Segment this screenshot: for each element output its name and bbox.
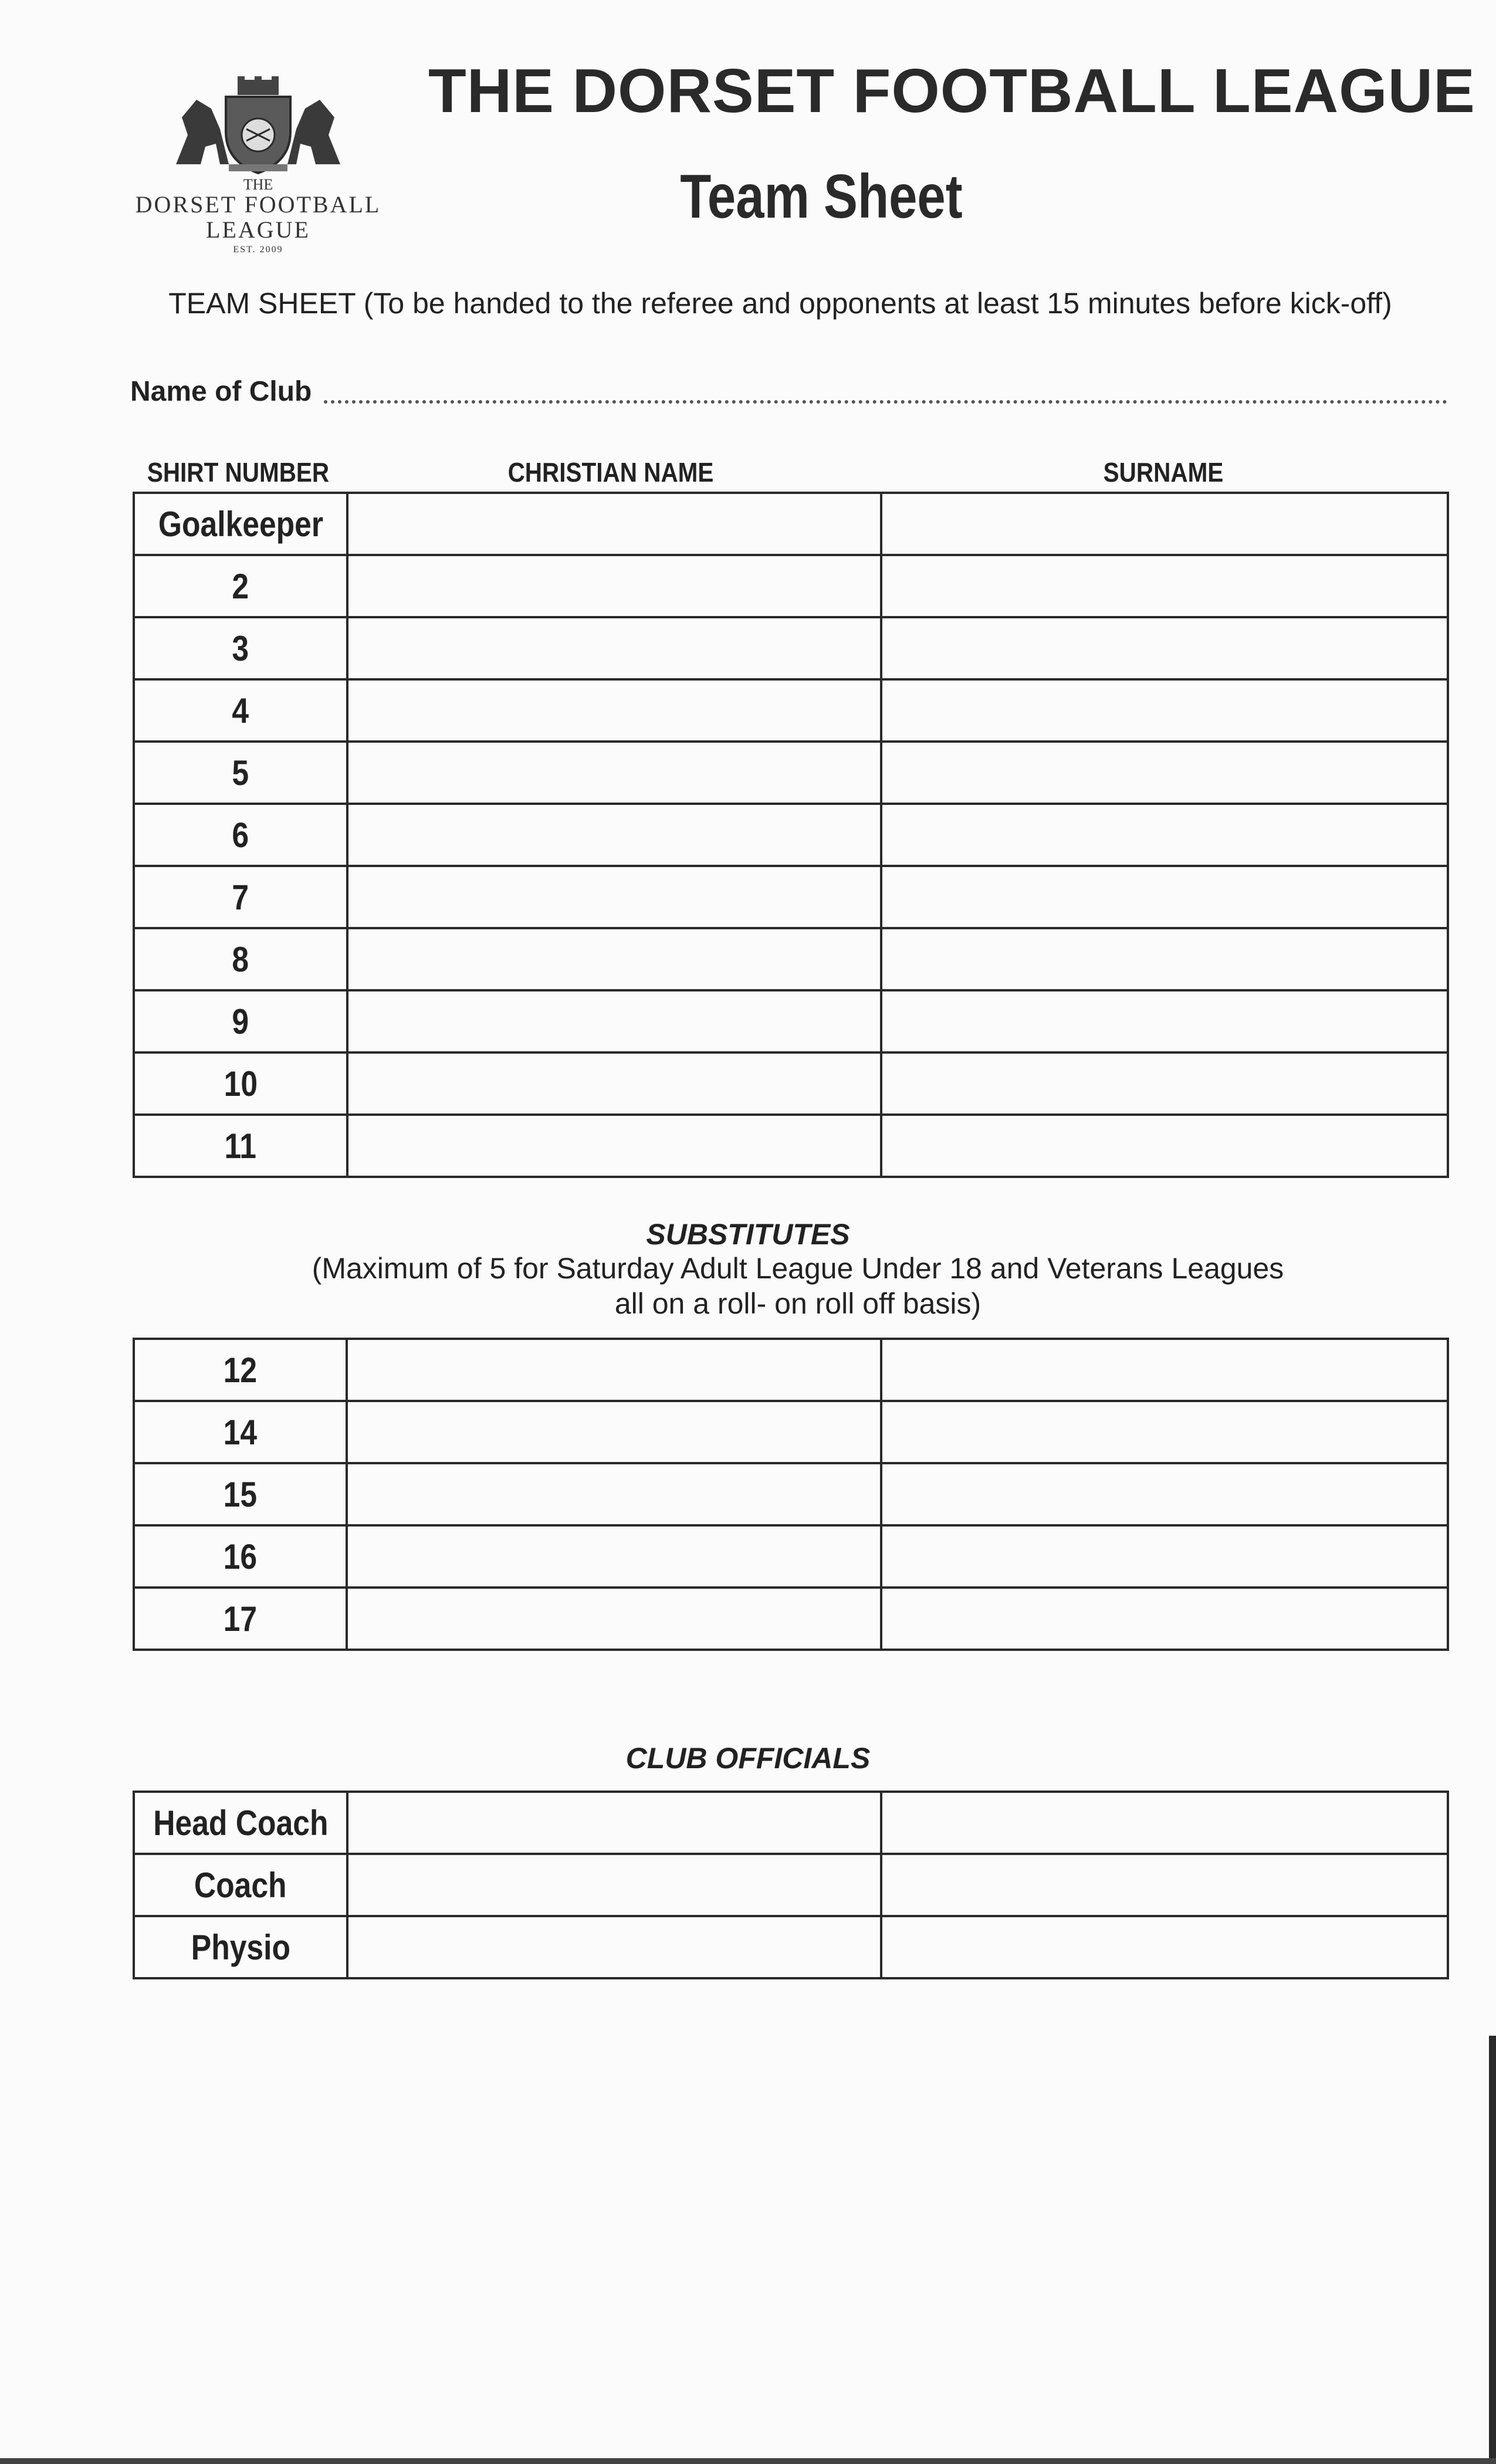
player-row-christian-name-cell[interactable] — [347, 617, 881, 679]
player-row-surname-cell[interactable] — [881, 679, 1448, 742]
substitute-row-label: 15 — [223, 1474, 258, 1514]
player-row-surname-cell[interactable] — [881, 742, 1448, 804]
player-row-label-cell — [134, 555, 347, 617]
official-row-label-cell — [134, 1854, 347, 1916]
player-row-label-cell — [134, 617, 347, 679]
player-row-label-cell — [134, 804, 347, 866]
substitutes-note-line1: (Maximum of 5 for Saturday Adult League Under 18 and Veterans Leagues — [312, 1252, 1284, 1285]
player-row-label: 2 — [232, 566, 249, 606]
substitute-row — [134, 1463, 1448, 1525]
substitute-row-surname-cell[interactable] — [881, 1463, 1448, 1525]
player-row — [134, 493, 1448, 555]
player-row-label-cell — [134, 493, 347, 555]
substitute-row-christian-name-cell[interactable] — [347, 1588, 881, 1650]
player-row-label-cell — [134, 990, 347, 1052]
player-row-christian-name-cell[interactable] — [347, 990, 881, 1052]
official-row-label-cell — [134, 1792, 347, 1854]
player-row — [134, 1052, 1448, 1115]
substitute-row-surname-cell[interactable] — [881, 1525, 1448, 1588]
logo-text-name: DORSET FOOTBALL — [135, 191, 381, 218]
player-row-label: 6 — [232, 815, 249, 855]
column-header-surname: SURNAME — [1103, 457, 1224, 488]
substitute-row — [134, 1339, 1448, 1401]
player-row — [134, 866, 1448, 928]
substitute-row — [134, 1588, 1448, 1650]
column-header-shirt-number: SHIRT NUMBER — [147, 457, 330, 488]
player-row-label: 3 — [232, 628, 249, 668]
club-name-label: Name of Club — [130, 376, 312, 407]
player-row-christian-name-cell[interactable] — [347, 742, 881, 804]
substitute-row-label-cell — [134, 1401, 347, 1463]
league-crest-icon — [164, 76, 352, 176]
substitute-row-christian-name-cell[interactable] — [347, 1463, 881, 1525]
player-row-surname-cell[interactable] — [881, 617, 1448, 679]
club-name-row — [130, 375, 1450, 411]
scan-edge-shadow — [1489, 2036, 1496, 2464]
official-row-label-cell — [134, 1916, 347, 1978]
logo-text-the: THE — [243, 176, 273, 193]
player-row-label: 8 — [232, 939, 249, 979]
player-row-surname-cell[interactable] — [881, 555, 1448, 617]
substitute-row-surname-cell[interactable] — [881, 1588, 1448, 1650]
instructions-text: TEAM SHEET (To be handed to the referee and opponents at least 15 minutes before kick-off) — [168, 287, 1392, 320]
official-row — [134, 1916, 1448, 1978]
player-row — [134, 804, 1448, 866]
player-row — [134, 990, 1448, 1052]
player-row-surname-cell[interactable] — [881, 928, 1448, 990]
player-row-label-cell — [134, 1052, 347, 1115]
club-officials-title: CLUB OFFICIALS — [625, 1742, 871, 1775]
player-row-christian-name-cell[interactable] — [347, 928, 881, 990]
substitute-row-label-cell — [134, 1463, 347, 1525]
player-row — [134, 742, 1448, 804]
player-row-surname-cell[interactable] — [881, 990, 1448, 1052]
logo-text-est: EST. 2009 — [233, 245, 283, 255]
player-row — [134, 555, 1448, 617]
player-row-label: 9 — [232, 1001, 249, 1041]
player-row-surname-cell[interactable] — [881, 1052, 1448, 1115]
player-row-label: 7 — [232, 877, 249, 917]
player-row-christian-name-cell[interactable] — [347, 1115, 881, 1177]
player-row-label-cell — [134, 866, 347, 928]
player-row-label: 5 — [232, 753, 249, 793]
official-row-christian-name-cell[interactable] — [347, 1916, 881, 1978]
player-row-surname-cell[interactable] — [881, 866, 1448, 928]
player-row-label: 11 — [224, 1126, 257, 1166]
player-row-surname-cell[interactable] — [881, 804, 1448, 866]
substitute-row-label-cell — [134, 1339, 347, 1401]
substitute-row-christian-name-cell[interactable] — [347, 1525, 881, 1588]
player-row — [134, 1115, 1448, 1177]
substitute-row-label: 16 — [223, 1536, 258, 1576]
substitute-row-label: 12 — [223, 1350, 258, 1390]
substitute-row-label: 14 — [223, 1412, 258, 1452]
substitute-row — [134, 1401, 1448, 1463]
official-row-label: Coach — [194, 1865, 287, 1905]
substitute-row-christian-name-cell[interactable] — [347, 1401, 881, 1463]
official-row-label: Head Coach — [153, 1803, 329, 1843]
player-row-label-cell — [134, 928, 347, 990]
substitute-row-surname-cell[interactable] — [881, 1339, 1448, 1401]
player-row-label-cell — [134, 742, 347, 804]
page-title: THE DORSET FOOTBALL LEAGUE — [428, 56, 1475, 126]
players-table — [133, 492, 1449, 1178]
substitute-row-christian-name-cell[interactable] — [347, 1339, 881, 1401]
player-row-label-cell — [134, 679, 347, 742]
substitute-row-label-cell — [134, 1525, 347, 1588]
substitutes-title: SUBSTITUTES — [646, 1218, 850, 1251]
official-row — [134, 1792, 1448, 1854]
official-row-label: Physio — [191, 1927, 290, 1967]
player-row-christian-name-cell[interactable] — [347, 493, 881, 555]
substitutes-table — [133, 1338, 1449, 1651]
substitute-row-label: 17 — [223, 1599, 258, 1639]
page-subtitle: Team Sheet — [680, 162, 963, 231]
substitute-row-surname-cell[interactable] — [881, 1401, 1448, 1463]
player-row — [134, 679, 1448, 742]
substitutes-note-line2: all on a roll- on roll off basis) — [614, 1287, 981, 1320]
player-row-label: 4 — [232, 691, 249, 730]
player-row-christian-name-cell[interactable] — [347, 804, 881, 866]
player-row-surname-cell[interactable] — [881, 1115, 1448, 1177]
player-row-label-cell — [134, 1115, 347, 1177]
player-row-christian-name-cell[interactable] — [347, 866, 881, 928]
official-row-surname-cell[interactable] — [881, 1916, 1448, 1978]
player-row-label: 10 — [224, 1064, 258, 1104]
player-row — [134, 928, 1448, 990]
scan-bottom-shadow — [0, 2458, 1496, 2464]
substitute-row-label-cell — [134, 1588, 347, 1650]
player-row — [134, 617, 1448, 679]
player-row-christian-name-cell[interactable] — [347, 1052, 881, 1115]
club-name-field[interactable] — [324, 400, 1447, 404]
official-row-surname-cell[interactable] — [881, 1792, 1448, 1854]
official-row-surname-cell[interactable] — [881, 1854, 1448, 1916]
player-row-surname-cell[interactable] — [881, 493, 1448, 555]
official-row-christian-name-cell[interactable] — [347, 1854, 881, 1916]
player-row-christian-name-cell[interactable] — [347, 555, 881, 617]
column-header-christian-name: CHRISTIAN NAME — [507, 457, 714, 488]
player-row-christian-name-cell[interactable] — [347, 679, 881, 742]
substitute-row — [134, 1525, 1448, 1588]
club-officials-table — [133, 1791, 1449, 1979]
official-row — [134, 1854, 1448, 1916]
player-row-label: Goalkeeper — [158, 504, 323, 544]
logo-text-league: LEAGUE — [206, 216, 310, 243]
league-logo — [129, 76, 387, 255]
official-row-christian-name-cell[interactable] — [347, 1792, 881, 1854]
